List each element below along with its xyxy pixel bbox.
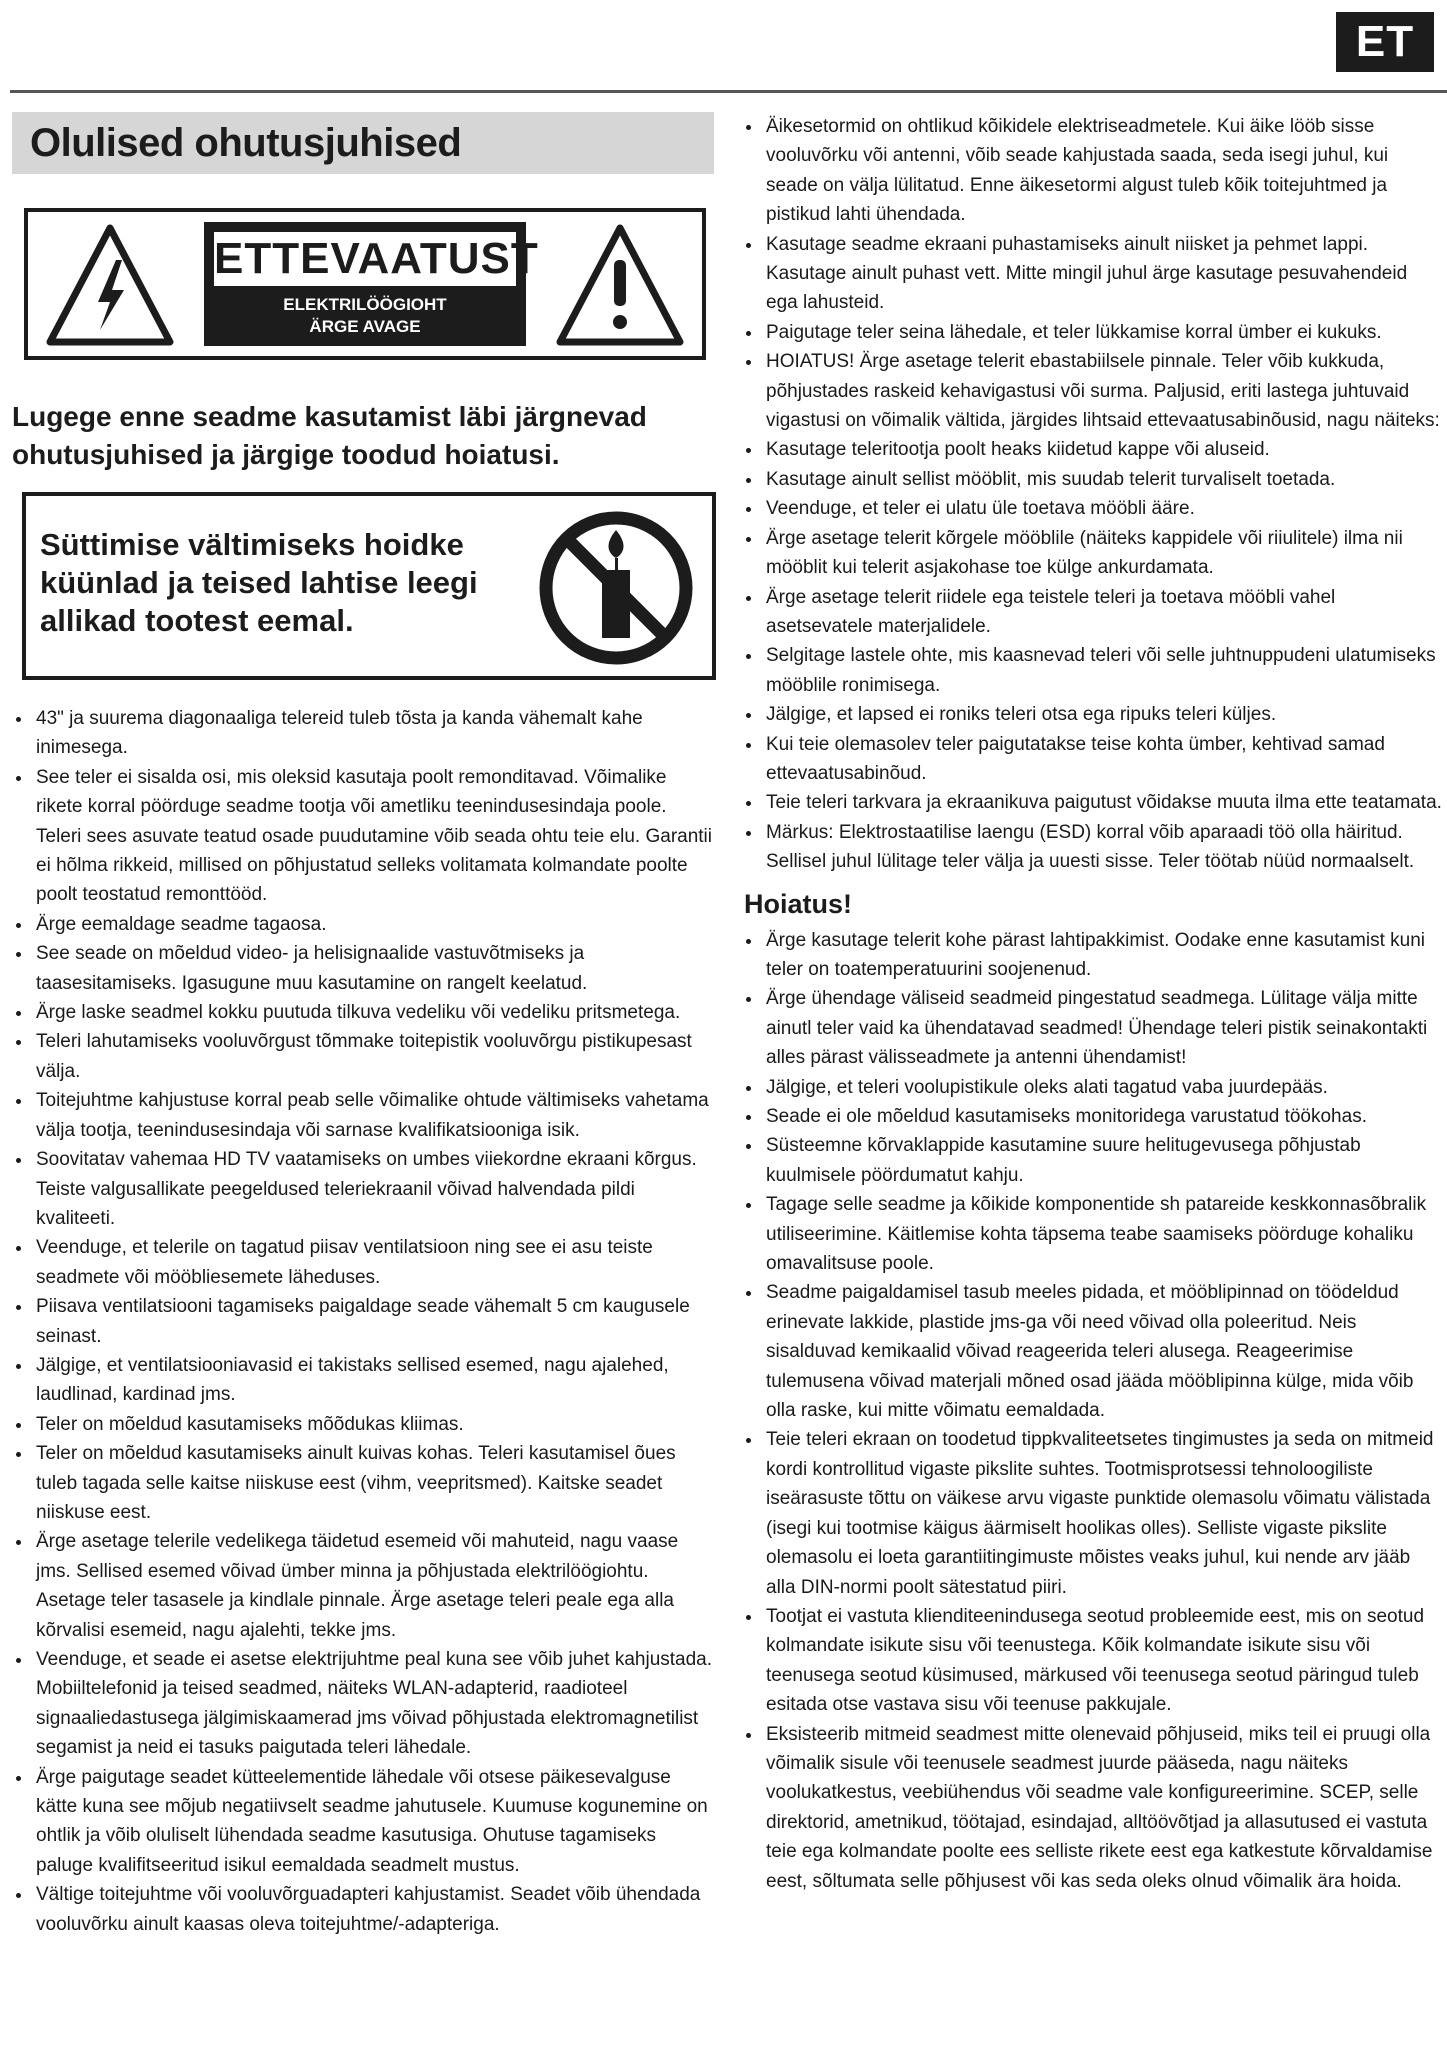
list-item: HOIATUS! Ärge asetage telerit ebastabiilsele pinnale. Teler võib kukkuda, põhjustades raskeid kehavigastusi või surma. Paljusid, eriti lastega juhtuvaid vigastusi on võimalik vältida, järgides lihtsaid ettevaatusabinõusid, nagu näiteks: xyxy=(742,347,1442,435)
list-item: Ärge laske seadmel kokku puutuda tilkuva vedeliku või vedeliku pritsmetega. xyxy=(12,998,714,1027)
candle-warning-box xyxy=(22,492,716,680)
list-item: Teie teleri tarkvara ja ekraanikuva paigutust võidakse muuta ilma ette teatamata. xyxy=(742,788,1442,817)
list-item: Seadme paigaldamisel tasub meeles pidada, et mööblipinnad on töödeldud erinevate lakkide, plastide jms-ga või need võivad olla poleeritud. Neis sisalduvad kemikaalid võivad reageerida teleri alusega. Reageerimise tulemusena võivad materjali mõned osad jääda mööblipinna külge, mida võib olla raske, kui mitte võimatu eemaldada. xyxy=(742,1278,1442,1425)
caution-text-block xyxy=(204,222,539,346)
list-item: 43" ja suurema diagonaaliga telereid tuleb tõsta ja kanda vähemalt kahe inimesega. xyxy=(12,704,714,763)
candle-warning-text: Süttimise vältimiseks hoidke küünlad ja teised lahtise leegi allikad tootest eemal. xyxy=(40,527,478,638)
list-item: Vältige toitejuhtme või vooluvõrguadapteri kahjustamist. Seadet võib ühendada vooluvõrku ainult kaasas oleva toitejuhtme/-adapteriga. xyxy=(12,1880,714,1939)
caution-line-2: ÄRGE AVAGE xyxy=(309,317,421,336)
list-item: Ärge kasutage telerit kohe pärast lahtipakkimist. Oodake enne kasutamist kuni teler on toatemperatuurini soojenenud. xyxy=(742,926,1442,985)
list-item: Toitejuhtme kahjustuse korral peab selle võimalike ohtude vältimiseks vahetama välja tootja, teenindusesindaja või sarnase kvalifikatsiooniga isik. xyxy=(12,1086,714,1145)
list-item: Teler on mõeldud kasutamiseks ainult kuivas kohas. Teleri kasutamisel õues tuleb tagada selle kaitse niiskuse eest (vihm, veepritsmed). Kaitske seadet niiskuse eest. xyxy=(12,1439,714,1527)
list-item: Tagage selle seadme ja kõikide komponentide sh patareide keskkonnasõbralik utiliseerimine. Käitlemise kohta täpsema teabe saamiseks pöörduge kohaliku omavalitsuse poole. xyxy=(742,1190,1442,1278)
list-item: Märkus: Elektrostaatilise laengu (ESD) korral võib aparaadi töö olla häiritud. Sellisel juhul lülitage teler välja ja uuesti sisse. Teler töötab nüüd normaalselt. xyxy=(742,818,1442,877)
caution-line-1: ELEKTRILÖÖGIOHT xyxy=(283,295,447,314)
exclamation-warning-icon xyxy=(554,222,686,348)
list-item: Eksisteerib mitmeid seadmest mitte olenevaid põhjuseid, miks teil ei pruugi olla võimalik sisule või teenusele seadmest juurde pääseda, nagu näiteks voolukatkestus, veebiühendus või seadme vale konfigureerimine. SCEP, selle direktorid, ametnikud, töötajad, esindajad, alltöövõtjad ja allasutused ei vastuta teie ega kolmandate poolte ees selliste rikete eest ega katkestute kõrvaldamise eest, sõltumata selle põhjusest või kas seda oleks olnud võimalik ära hoida. xyxy=(742,1720,1442,1896)
page-title: Olulised ohutusjuhised xyxy=(12,112,714,174)
list-item: Ärge asetage telerile vedelikega täidetud esemeid või mahuteid, nagu vaase jms. Sellised esemed võivad ümber minna ja põhjustada elektrilöögiohtu. Asetage teler tasasele ja kindlale pinnale. Ärge asetage teleri peale ega alla kõrvalisi esemeid, nagu ajalehti, tekke jms. xyxy=(12,1527,714,1645)
list-item: Soovitatav vahemaa HD TV vaatamiseks on umbes viiekordne ekraani kõrgus. Teiste valgusallikate peegeldused teleriekraanil võivad halvendada pildi kvaliteeti. xyxy=(12,1145,714,1233)
caution-heading: ETTEVAATUST xyxy=(214,232,516,286)
right-safety-list xyxy=(742,112,1442,877)
list-item: See seade on mõeldud video- ja helisignaalide vastuvõtmiseks ja taasesitamiseks. Igasugune muu kasutamine on rangelt keelatud. xyxy=(12,939,714,998)
list-item: Kui teie olemasolev teler paigutatakse teise kohta ümber, kehtivad samad ettevaatusabinõud. xyxy=(742,730,1442,789)
list-item: Seade ei ole mõeldud kasutamiseks monitoridega varustatud töökohas. xyxy=(742,1102,1442,1131)
list-item: Teleri lahutamiseks vooluvõrgust tõmmake toitepistik vooluvõrgu pistikupesast välja. xyxy=(12,1027,714,1086)
list-item: Äikesetormid on ohtlikud kõikidele elektriseadmetele. Kui äike lööb sisse vooluvõrku või antenni, võib seade kahjustada saada, seda isegi juhul, kui seade on välja lülitatud. Enne äikesetormi algust tuleb kõik toitejuhtmed ja pistikud lahti ühendada. xyxy=(742,112,1442,230)
no-open-flame-icon xyxy=(536,508,696,668)
list-item: Jälgige, et ventilatsiooniavasid ei takistaks sellised esemed, nagu ajalehed, laudlinad, kardinad jms. xyxy=(12,1351,714,1410)
hoiatus-list xyxy=(742,926,1442,1896)
intro-text: Lugege enne seadme kasutamist läbi järgnevad ohutusjuhised ja järgige toodud hoiatusi. xyxy=(12,401,647,470)
list-item: Teler on mõeldud kasutamiseks mõõdukas kliimas. xyxy=(12,1410,714,1439)
left-column xyxy=(12,112,714,1939)
list-item: Kasutage teleritootja poolt heaks kiidetud kappe või aluseid. xyxy=(742,435,1442,464)
list-item: Selgitage lastele ohte, mis kaasnevad teleri või selle juhtnuppudeni ulatumiseks mööblile ronimisega. xyxy=(742,641,1442,700)
list-item: Veenduge, et telerile on tagatud piisav ventilatsioon ning see ei asu teiste seadmete või mööbliesemete läheduses. xyxy=(12,1233,714,1292)
list-item: Tootjat ei vastuta klienditeenindusega seotud probleemide eest, mis on seotud kolmandate isikute sisu või teenustega. Kõik kolmandate isikute sisu või teenusega seotud küsimused, märkused või teenusega seotud päringud tuleb esitada otse vastava sisu või teenuse pakkujale. xyxy=(742,1602,1442,1720)
caution-label xyxy=(24,208,706,360)
list-item: Süsteemne kõrvaklappide kasutamine suure helitugevusega põhjustab kuulmisele pöördumatut kahju. xyxy=(742,1131,1442,1190)
top-divider xyxy=(10,90,1447,93)
list-item: Veenduge, et teler ei ulatu üle toetava mööbli ääre. xyxy=(742,494,1442,523)
list-item: See teler ei sisalda osi, mis oleksid kasutaja poolt remonditavad. Võimalike rikete korral pöörduge seadme tootja või ametliku teenindusesindaja poole. Teleri sees asuvate teatud osade puudutamine võib seada ohtu teie elu. Garantii ei hõlma rikkeid, millised on põhjustatud selleks volitamata kolmandate poolte poolt teostatud remonttööd. xyxy=(12,763,714,910)
electric-shock-warning-icon xyxy=(44,222,176,348)
language-tab: ET xyxy=(1336,12,1434,72)
list-item: Ärge ühendage väliseid seadmeid pingestatud seadmega. Lülitage välja mitte ainutl teler vaid ka ühendatavad seadmed! Ühendage teleri pistik seinakontakti alles pärast välisseadmete ja antenni ühendamist! xyxy=(742,984,1442,1072)
list-item: Jälgige, et lapsed ei roniks teleri otsa ega ripuks teleri küljes. xyxy=(742,700,1442,729)
right-column xyxy=(742,112,1442,1896)
list-item: Ärge asetage telerit kõrgele mööblile (näiteks kappidele või riiulitele) ilma nii mööblit kui telerit asjakohase toe külge ankurdamata. xyxy=(742,524,1442,583)
list-item: Veenduge, et seade ei asetse elektrijuhtme peal kuna see võib juhet kahjustada. Mobiiltelefonid ja teised seadmed, näiteks WLAN-adapterid, raadioteel signaaliedastusega jälgimiskaamerad jms võivad põhjustada elektromagnetilist segamist ja neid ei tasuks paigutada teleri lähedale. xyxy=(12,1645,714,1763)
list-item: Paigutage teler seina lähedale, et teler lükkamise korral ümber ei kukuks. xyxy=(742,318,1442,347)
list-item: Jälgige, et teleri voolupistikule oleks alati tagatud vaba juurdepääs. xyxy=(742,1073,1442,1102)
left-safety-list xyxy=(12,704,714,1939)
list-item: Piisava ventilatsiooni tagamiseks paigaldage seade vähemalt 5 cm kaugusele seinast. xyxy=(12,1292,714,1351)
list-item: Teie teleri ekraan on toodetud tippkvaliteetsetes tingimustes ja seda on mitmeid kordi kontrollitud vigaste pikslite suhtes. Tootmisprotsessi tehnoloogiliste iseärasuste tõttu on väikese arvu vigaste punktide olemasolu võimatu välistada (isegi kui tootmise käigus äärmiselt hoolikas olles). Selliste vigaste pikslite olemasolu ei loeta garantiitingimuste mõistes veaks juhul, kui nende arv jääb alla DIN-normi poolt sätestatud piiri. xyxy=(742,1425,1442,1601)
list-item: Kasutage seadme ekraani puhastamiseks ainult niisket ja pehmet lappi. Kasutage ainult puhast vett. Mitte mingil juhul ärge kasutage pesuvahendeid ega lahusteid. xyxy=(742,230,1442,318)
list-item: Ärge paigutage seadet kütteelementide lähedale või otsese päikesevalguse kätte kuna see mõjub negatiivselt seadme jahutusele. Kuumuse kogunemine on ohtlik ja võib oluliselt lühendada seadme kasutusiga. Ohutuse tagamiseks paluge kvalifitseeritud isikul eemaldada seadmelt mustus. xyxy=(12,1763,714,1881)
hoiatus-heading: Hoiatus! xyxy=(744,888,852,919)
list-item: Kasutage ainult sellist mööblit, mis suudab telerit turvaliselt toetada. xyxy=(742,465,1442,494)
list-item: Ärge asetage telerit riidele ega teistele teleri ja toetava mööbli vahel asetsevatele materjalidele. xyxy=(742,583,1442,642)
list-item: Ärge eemaldage seadme tagaosa. xyxy=(12,910,714,939)
